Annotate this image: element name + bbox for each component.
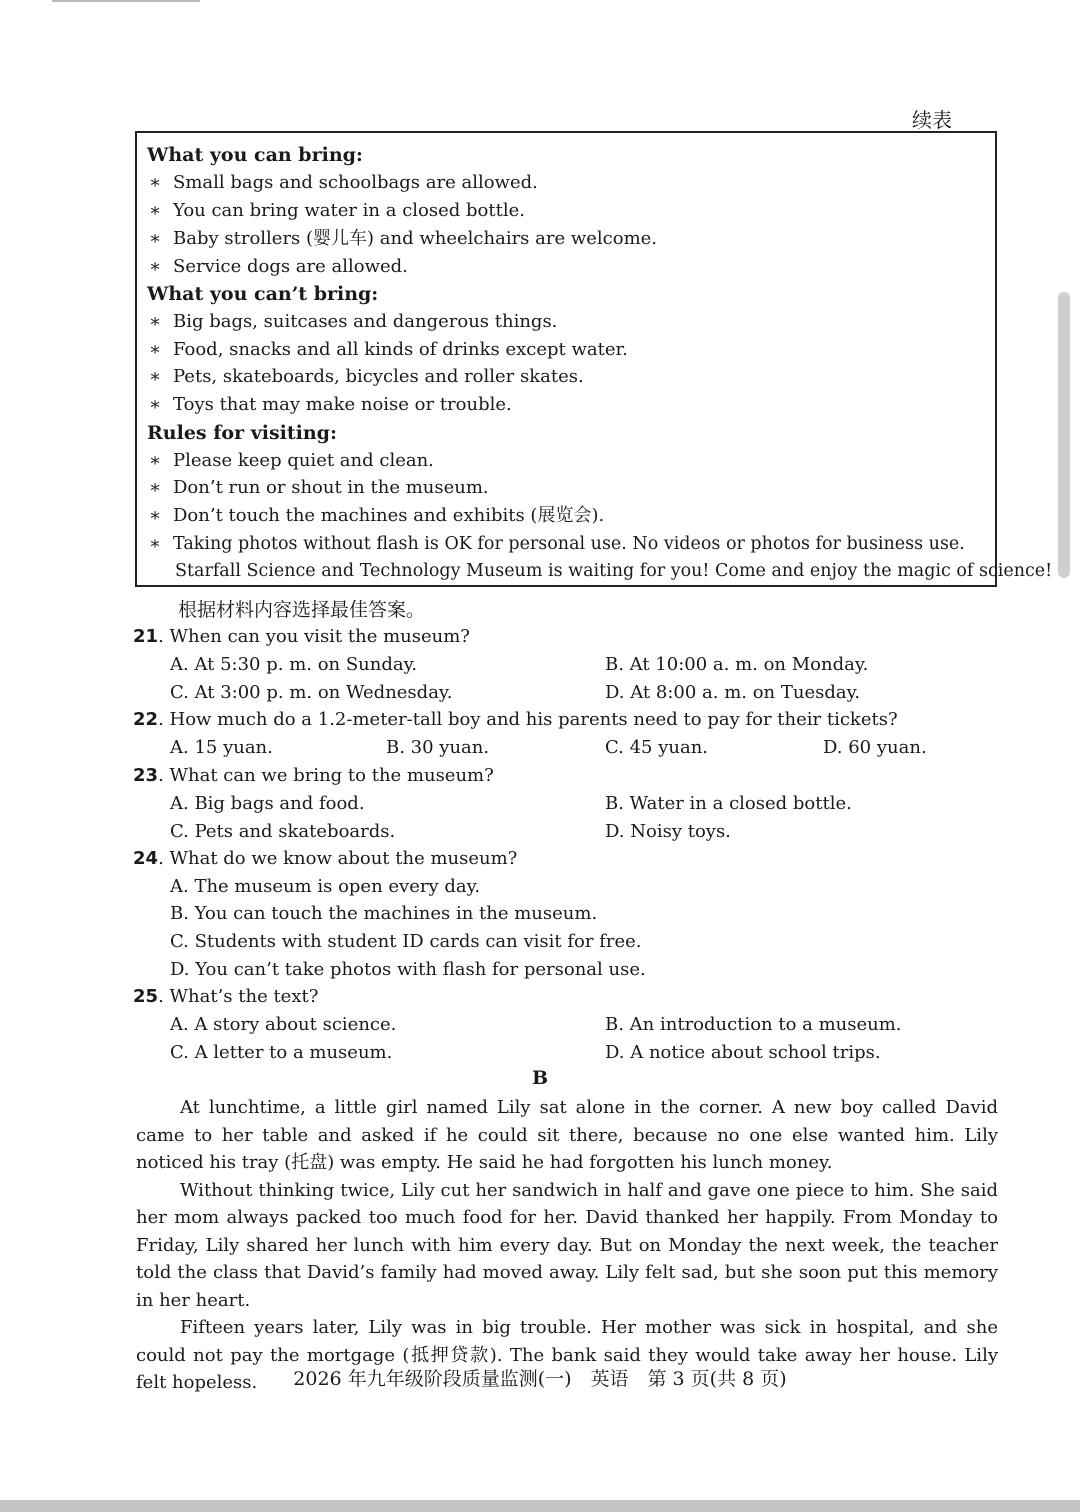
option-23d: D. Noisy toys. [605, 821, 731, 842]
bullet-icon: ∗ [149, 256, 162, 277]
bullet-icon: ∗ [149, 311, 162, 332]
option-21b: B. At 10:00 a. m. on Monday. [605, 654, 869, 675]
question-23: 23. What can we bring to the museum? [133, 765, 494, 786]
passage-b [136, 1094, 998, 1397]
question-22: 22. How much do a 1.2-meter-tall boy and his parents need to pay for their tickets? [133, 709, 898, 730]
bullet-icon: ∗ [149, 366, 162, 387]
closing-line: Starfall Science and Technology Museum is waiting for you! Come and enjoy the magic of science! [175, 561, 1053, 581]
section-heading-cant-bring: What you can’t bring: [147, 283, 379, 305]
option-22a: A. 15 yuan. [170, 737, 273, 758]
option-25d: D. A notice about school trips. [605, 1042, 881, 1063]
list-item: ∗ Service dogs are allowed. [149, 254, 408, 280]
list-item: ∗ Don’t run or shout in the museum. [149, 475, 489, 501]
option-21d: D. At 8:00 a. m. on Tuesday. [605, 682, 861, 703]
option-24c: C. Students with student ID cards can visit for free. [170, 931, 642, 952]
option-23b: B. Water in a closed bottle. [605, 793, 852, 814]
top-edge-mark [52, 0, 200, 2]
option-22c: C. 45 yuan. [605, 737, 709, 758]
bullet-icon: ∗ [149, 200, 162, 221]
list-item: ∗ Taking photos without flash is OK for personal use. No videos or photos for business use. [149, 531, 965, 557]
option-23a: A. Big bags and food. [170, 793, 365, 814]
list-item: ∗ You can bring water in a closed bottle. [149, 198, 525, 224]
scrollbar-thumb[interactable] [1058, 292, 1070, 578]
option-24d: D. You can’t take photos with flash for personal use. [170, 959, 646, 980]
bottom-edge-bar [0, 1500, 1080, 1512]
bullet-icon: ∗ [149, 505, 162, 526]
question-24: 24. What do we know about the museum? [133, 848, 518, 869]
option-21a: A. At 5:30 p. m. on Sunday. [170, 654, 418, 675]
bullet-icon: ∗ [149, 339, 162, 360]
list-item: ∗ Food, snacks and all kinds of drinks except water. [149, 337, 628, 363]
section-b-title: B [531, 1067, 549, 1089]
list-item: ∗ Please keep quiet and clean. [149, 448, 434, 474]
option-22d: D. 60 yuan. [823, 737, 927, 758]
question-21: 21. When can you visit the museum? [133, 626, 470, 647]
instruction: 根据材料内容选择最佳答案。 [178, 599, 426, 621]
bullet-icon: ∗ [149, 477, 162, 498]
list-item: ∗ Small bags and schoolbags are allowed. [149, 170, 538, 196]
section-heading-rules: Rules for visiting: [147, 422, 337, 444]
option-23c: C. Pets and skateboards. [170, 821, 396, 842]
paragraph: At lunchtime, a little girl named Lily sat alone in the corner. A new boy called David came to her table and asked if he could sit there, because no one else wanted him. Lily noticed his tray (托盘) was empty. He said he had forgotten his lunch money. [136, 1097, 998, 1173]
bullet-icon: ∗ [149, 172, 162, 193]
list-item: ∗ Don’t touch the machines and exhibits (展览会). [149, 503, 604, 529]
continued-label: 续表 [912, 108, 952, 132]
bullet-icon: ∗ [149, 534, 161, 554]
option-24b: B. You can touch the machines in the museum. [170, 903, 598, 924]
option-24a: A. The museum is open every day. [170, 876, 481, 897]
notice-box [135, 131, 1053, 587]
question-25: 25. What’s the text? [133, 986, 319, 1007]
list-item: ∗ Pets, skateboards, bicycles and roller skates. [149, 364, 584, 390]
page-footer: 2026 年九年级阶段质量监测(一) 英语 第 3 页(共 8 页) [293, 1368, 787, 1390]
option-21c: C. At 3:00 p. m. on Wednesday. [170, 682, 453, 703]
option-25a: A. A story about science. [170, 1014, 397, 1035]
list-item: ∗ Toys that may make noise or trouble. [149, 392, 512, 418]
paragraph: Without thinking twice, Lily cut her sandwich in half and gave one piece to him. She said her mom always packed too much food for her. David thanked her happily. From Monday to Friday, Lily shared her lunch with him every day. But on Monday the next week, the teacher told the class that David’s family had moved away. Lily felt sad, but she soon put this memory in her heart. [136, 1179, 998, 1311]
list-item: ∗ Baby strollers (婴儿车) and wheelchairs are welcome. [149, 226, 657, 252]
option-25b: B. An introduction to a museum. [605, 1014, 902, 1035]
paragraph: Fifteen years later, Lily was in big trouble. Her mother was sick in hospital, and she could not pay the mortgage (抵押贷款). The bank said they would take away her house. Lily felt hopeless. [136, 1317, 998, 1393]
section-heading-can-bring: What you can bring: [147, 144, 363, 166]
bullet-icon: ∗ [149, 450, 162, 471]
option-25c: C. A letter to a museum. [170, 1042, 393, 1063]
list-item: ∗ Big bags, suitcases and dangerous things. [149, 309, 557, 335]
bullet-icon: ∗ [149, 394, 162, 415]
option-22b: B. 30 yuan. [386, 737, 490, 758]
bullet-icon: ∗ [149, 228, 162, 249]
